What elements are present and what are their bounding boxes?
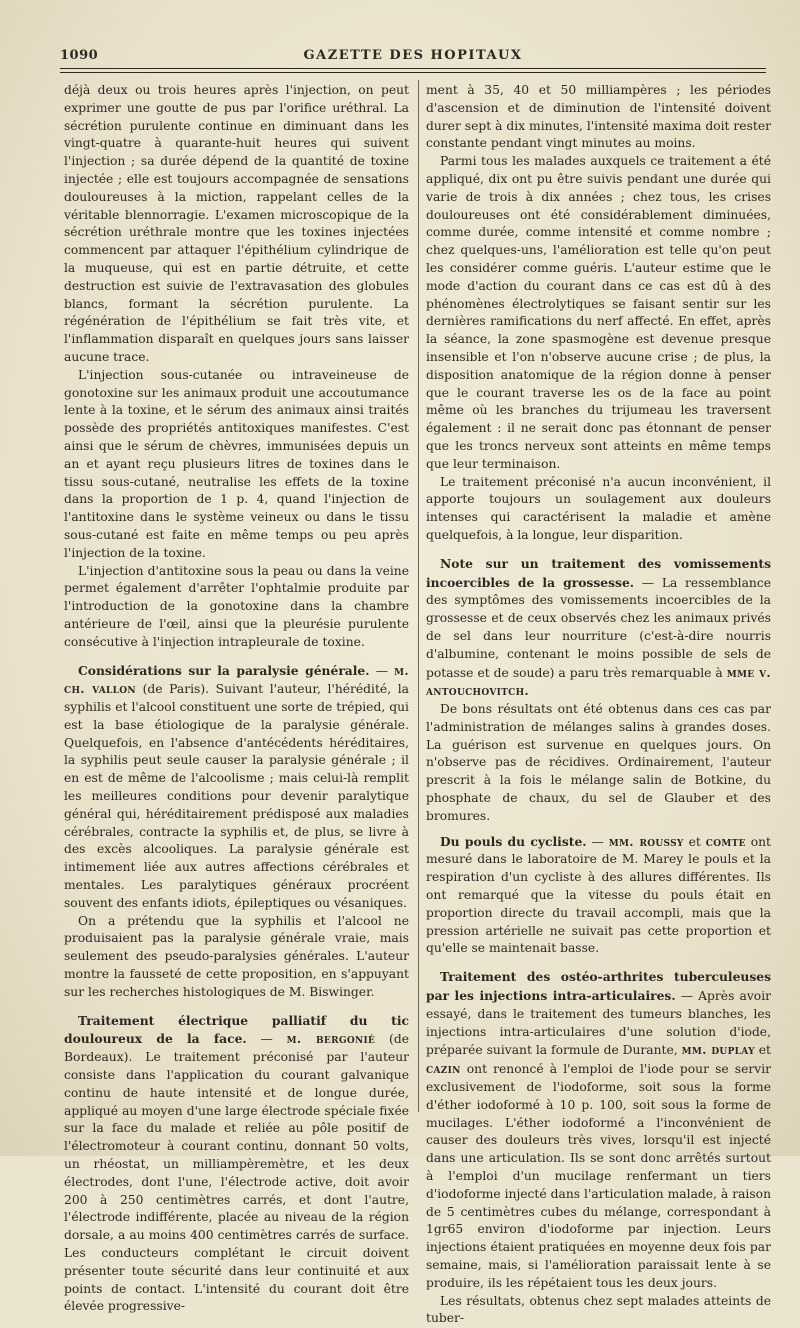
dash: — bbox=[369, 663, 395, 678]
article-text: (de Bordeaux). Le traitement préconisé par l'auteur consiste dans l'application du courant galvanique continu de haute intensité et de longue durée, appliqué au moyen d'une large électrode spéciale fixée sur la face du malade et reliée au pôle positif de l'électromoteur à courant continu, donnant 50 volts, un rhéostat, un milliampèremètre, et les deux électrodes, dont l'une, l'électrode active, doit avoir 200 à 250 centimètres carrés, et dont l'autre, l'électrode indifférente, placée au niveau de la région dorsale, a au moins 400 centimètres carrés de surface. Les conducteurs complétant le circuit doivent présenter toute sécurité dans leur continuité et aux points de contact. L'intensité du courant doit être élevée progressive- bbox=[64, 1032, 409, 1314]
header-rule bbox=[60, 68, 766, 69]
article-paralysie-generale bbox=[64, 662, 409, 913]
conjunction: et bbox=[754, 1043, 771, 1058]
article-author: m. bergonié bbox=[286, 1031, 376, 1047]
article-vomissements-incoercibles bbox=[426, 555, 771, 701]
article-text: ont mesuré dans le laboratoire de M. Marey le pouls et la respiration d'un cycliste à des allures différentes. Ils ont remarqué que la vitesse du pouls était en proportion directe du travail accompli, mais que la pression artérielle ne suivait pas cette proportion et qu'elle se maintenait basse. bbox=[426, 834, 771, 956]
paragraph: De bons résultats ont été obtenus dans ces cas par l'administration de mélanges salins à grandes doses. La guérison est survenue en quelques jours. On n'observe pas de récidives. Ordinairement, l'auteur prescrit à la fois le mélange salin de Botkine, du phosphate de chaux, du sel de Glauber et des bromures. bbox=[426, 702, 771, 823]
article-title: Note sur un traitement des vomissements incoercibles de la grossesse. bbox=[426, 555, 771, 590]
paragraph: ment à 35, 40 et 50 milliampères ; les périodes d'ascension et de diminution de l'intensité doivent durer sept à dix minutes, l'intensité maxima doit rester constante pendant vingt minutes au moins. bbox=[426, 83, 771, 151]
article-author: mm. duplay bbox=[681, 1042, 755, 1058]
right-column bbox=[426, 82, 771, 1328]
article-text: — Après avoir essayé, dans le traitement des tumeurs blanches, les injections intra-articulaires d'une solution d'iode, préparée suivant la formule de Durante, bbox=[426, 989, 771, 1058]
article-pouls-cycliste bbox=[426, 833, 771, 959]
column-divider bbox=[418, 80, 419, 1112]
dash: — bbox=[586, 834, 609, 849]
dash: — bbox=[246, 1032, 287, 1047]
paragraph: On a prétendu que la syphilis et l'alcool ne produisaient pas la paralysie générale vraie, mais seulement des pseudo-paralysies générales. L'auteur montre la fausseté de cette proposition, en s'appuyant sur les recherches histologiques de M. Biswinger. bbox=[64, 913, 409, 999]
article-text: ont renoncé à l'emploi de l'iode pour se servir exclusivement de l'iodoforme, soit sous la forme d'éther iodoformé à 10 p. 100, soit sous la forme de mucilages. L'éther iodoformé a l'inconvénient de causer des douleurs très vives, lorsqu'il est injecté dans une articulation. Ils se sont donc arrêtés surtout à l'emploi d'un mucilage renfermant un tiers d'iodoforme injecté dans l'articulation malade, à raison de 5 centimètres cubes du mélange, correspondant à 1gr65 environ d'iodoforme par injection. Leurs injections étaient pratiquées en moyenne deux fois par semaine, mais, si l'amélioration paraissait lente à se produire, ils les répétaient tous les deux jours. bbox=[426, 1062, 771, 1290]
article-text: — La ressemblance des symptômes des vomissements incoercibles de la grossesse et de ceux observés chez les animaux privés de sel dans leur nourriture (c'est-à-dire nourris d'albumine, contenant le moins possible de sels de potasse et de soude) a paru très remarquable à bbox=[426, 575, 771, 680]
article-author: mme v. antouchovitch. bbox=[426, 664, 771, 699]
paragraph: déjà deux ou trois heures après l'injection, on peut exprimer une goutte de pus par l'orifice uréthral. La sécrétion purulente continue en diminuant dans les vingt-quatre à quarante-huit heures qui suivent l'injection ; sa durée dépend de la quantité de toxine injectée ; elle est toujours accompagnée de sensations douloureuses à la miction, rappelant celles de la véritable blennorragie. L'examen microscopique de la sécrétion uréthrale montre que les toxines injectées commencent par attaquer l'épithélium cylindrique de la muqueuse, qui est en partie détruite, et cette destruction est suivie de l'extravasation des globules blancs, formant la sécrétion purulente. La régénération de l'épithélium se fait très vite, et l'inflammation disparaît en quelques jours sans laisser aucune trace. bbox=[64, 83, 409, 364]
conjunction: et bbox=[683, 834, 706, 849]
article-title: Traitement des ostéo-arthrites tuberculeuses par les injections intra-articulaires. bbox=[426, 969, 771, 1004]
page-header bbox=[60, 40, 766, 76]
article-title: Du pouls du cycliste. bbox=[440, 833, 587, 849]
paragraph: Le traitement préconisé n'a aucun inconvénient, il apporte toujours un soulagement aux douleurs intenses qui caractérisent la maladie et amène quelquefois, à la longue, leur disparition. bbox=[426, 474, 771, 542]
article-author: mm. roussy bbox=[608, 833, 684, 849]
article-title: Traitement électrique palliatif du tic douloureux de la face. bbox=[64, 1012, 409, 1047]
paragraph: Parmi tous les malades auxquels ce traitement a été appliqué, dix ont pu être suivis pendant une durée qui varie de trois à dix années ; chez tous, les crises douloureuses ont été considérablement diminuées, comme durée, comme intensité et comme nombre ; chez quelques-uns, l'amélioration est telle qu'on peut les considérer comme guéris. L'auteur estime que le mode d'action du courant dans ce cas est dû à des phénomènes électrolytiques se faisant sentir sur les dernières ramifications du nerf affecté. En effet, après la séance, la zone spasmogène est devenue presque insensible et l'on n'observe aucune crise ; de plus, la disposition anatomique de la région donne à penser que le courant traverse les os de la face au point même où les branches du trijumeau les traversent également : il ne serait donc pas étonnant de penser que les troncs nerveux sont atteints en même temps que leur terminaison. bbox=[426, 154, 771, 471]
header-rule-thin bbox=[60, 72, 766, 73]
article-title: Considérations sur la paralysie générale. bbox=[78, 662, 370, 678]
paragraph: L'injection d'antitoxine sous la peau ou dans la veine permet également d'arrêter l'ophtalmie produite par l'introduction de la gonotoxine dans la chambre antérieure de l'œil, ainsi que la pleurésie purulente consécutive à l'injection intrapleurale de toxine. bbox=[64, 563, 409, 649]
paragraph: Les résultats, obtenus chez sept malades atteints de tuber- bbox=[426, 1293, 771, 1326]
paragraph: L'injection sous-cutanée ou intraveineuse de gonotoxine sur les animaux produit une accoutumance lente à la toxine, et le sérum des animaux ainsi traités possède des propriétés antitoxiques manifestes. C'est ainsi que le sérum de chèvres, immunisées depuis un an et ayant reçu plusieurs litres de toxines dans le tissu sous-cutané, neutralise les effets de la toxine dans la proportion de 1 p. 4, quand l'injection de l'antitoxine dans le système veineux ou dans le tissu sous-cutané est faite en même temps ou peu après l'injection de la toxine. bbox=[64, 367, 409, 560]
article-tic-douloureux bbox=[64, 1012, 409, 1317]
article-author: comte bbox=[705, 833, 746, 849]
page-number: 1090 bbox=[60, 48, 99, 63]
journal-title: GAZETTE DES HOPITAUX bbox=[303, 48, 523, 63]
article-text: (de Paris). Suivant l'auteur, l'hérédité, la syphilis et l'alcool constituent une sorte de trépied, qui est la base étiologique de la paralysie générale. Quelquefois, en l'absence d'antécédents héréditaires, la syphilis peut seule causer la paralysie générale ; il en est de même de l'alcoolisme ; mais celui-là remplit les meilleures conditions pour devenir paralytique général qui, héréditairement prédisposé aux maladies cérébrales, contracte la syphilis et, de plus, se livre à des excès alcooliques. La paralysie générale est intimement liée aux autres affections cérébrales et mentales. Les paralytiques généraux procréent souvent des enfants idiots, épileptiques ou vésaniques. bbox=[64, 682, 410, 910]
article-osteo-arthrites bbox=[426, 968, 771, 1292]
left-column bbox=[64, 82, 409, 1316]
article-author: m. ch. vallon bbox=[64, 662, 409, 697]
article-author: cazin bbox=[426, 1061, 461, 1077]
